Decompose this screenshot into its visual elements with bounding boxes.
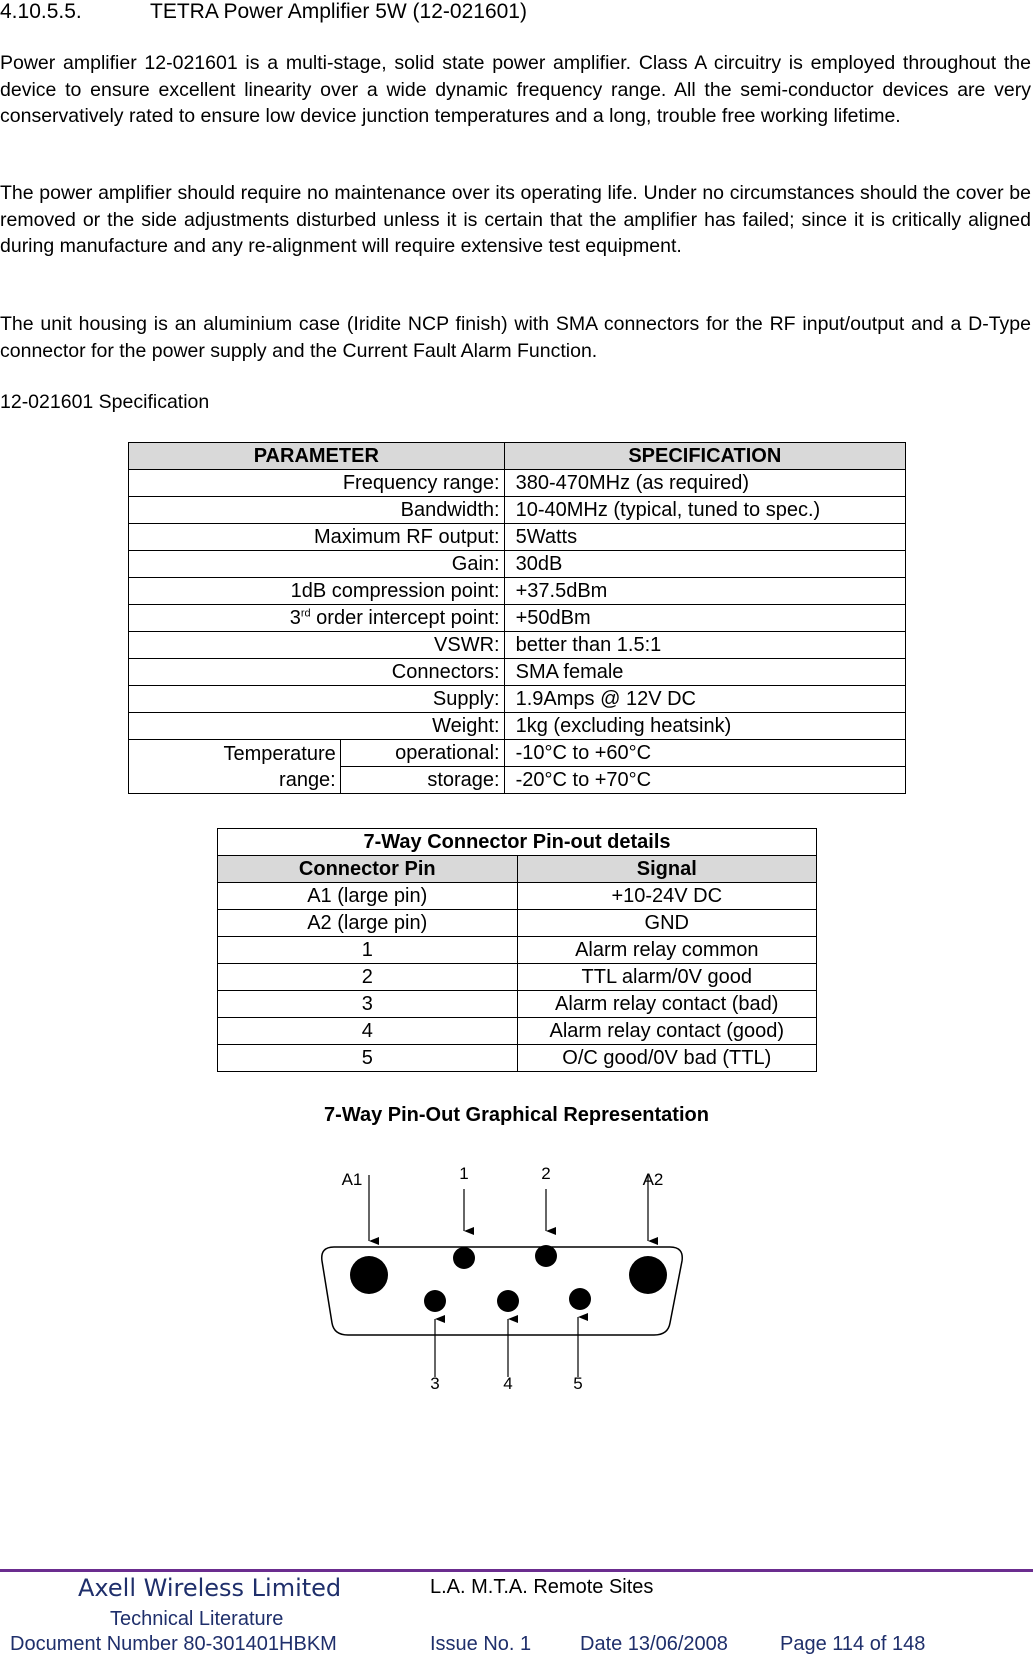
pin-1 bbox=[453, 1247, 475, 1269]
pin-table bbox=[217, 828, 817, 1072]
section-title: TETRA Power Amplifier 5W (12-021601) bbox=[150, 0, 527, 23]
spec-value: better than 1.5:1 bbox=[504, 632, 905, 659]
signal-cell: GND bbox=[517, 910, 816, 937]
connector-pinout-diagram bbox=[320, 1155, 700, 1395]
table-row bbox=[129, 605, 906, 632]
pin-cell: 1 bbox=[218, 937, 518, 964]
spec-header-specification: SPECIFICATION bbox=[504, 443, 905, 470]
paragraph-maintenance: The power amplifier should require no maintenance over its operating life. Under no circumstances should the cover be removed or the side adjustments disturbed unless it is certain that the amplifier has failed; since it is critically aligned during manufacture and any re-alignment will require extensive test equipment. bbox=[0, 182, 1031, 257]
label-pin-1: 1 bbox=[459, 1164, 469, 1183]
pin-a2 bbox=[629, 1256, 667, 1294]
spec-value: 1.9Amps @ 12V DC bbox=[504, 686, 905, 713]
paragraph-housing: The unit housing is an aluminium case (Iridite NCP finish) with SMA connectors for the RF input/output and a D-Type connector for the power supply and the Current Fault Alarm Function. bbox=[0, 313, 1031, 362]
pin-header-signal: Signal bbox=[517, 856, 816, 883]
pin-cell: 4 bbox=[218, 1018, 518, 1045]
pin-2 bbox=[535, 1245, 557, 1267]
temperature-label-line1: Temperature bbox=[223, 742, 336, 765]
spec-param: Gain: bbox=[129, 551, 505, 578]
pin-cell: A2 (large pin) bbox=[218, 910, 518, 937]
section-heading bbox=[0, 0, 527, 24]
footer-divider bbox=[0, 1569, 1033, 1572]
spec-param-prefix: 3 bbox=[289, 607, 301, 629]
spec-param-rest: order intercept point: bbox=[310, 607, 500, 629]
pin-cell: 2 bbox=[218, 964, 518, 991]
spec-param: Connectors: bbox=[129, 659, 505, 686]
spec-param: VSWR: bbox=[129, 632, 505, 659]
spec-param-sup: rd bbox=[300, 607, 311, 620]
table-row bbox=[218, 937, 817, 964]
storage-label: storage: bbox=[340, 767, 504, 794]
table-row bbox=[129, 659, 906, 686]
pin-header-row bbox=[218, 856, 817, 883]
footer-issue: Issue No. 1 bbox=[430, 1633, 532, 1655]
signal-cell: +10-24V DC bbox=[517, 883, 816, 910]
spec-param: Frequency range: bbox=[129, 470, 505, 497]
paragraph-intro: Power amplifier 12-021601 is a multi-stage, solid state power amplifier. Class A circuitry is employed throughout the device to ensure excellent linearity over a wide dynamic frequency range. All the semi-conductor devices are very conservatively rated to ensure low device junction temperatures and a long, trouble free working lifetime. bbox=[0, 52, 1031, 127]
spec-header-row bbox=[129, 443, 906, 470]
spec-value: +50dBm bbox=[504, 605, 905, 632]
spec-value: SMA female bbox=[504, 659, 905, 686]
spec-param: Maximum RF output: bbox=[129, 524, 505, 551]
operational-label: operational: bbox=[340, 740, 504, 767]
spec-param: Weight: bbox=[129, 713, 505, 740]
signal-cell: TTL alarm/0V good bbox=[517, 964, 816, 991]
pin-a1 bbox=[350, 1256, 388, 1294]
spec-value: 5Watts bbox=[504, 524, 905, 551]
pin-table-caption: 7-Way Connector Pin-out details bbox=[218, 829, 817, 856]
label-pin-2: 2 bbox=[541, 1164, 551, 1183]
label-pin-5: 5 bbox=[573, 1374, 583, 1393]
table-row bbox=[218, 910, 817, 937]
section-number: 4.10.5.5. bbox=[0, 0, 82, 23]
table-row bbox=[129, 524, 906, 551]
signal-cell: Alarm relay common bbox=[517, 937, 816, 964]
spec-value: 10-40MHz (typical, tuned to spec.) bbox=[504, 497, 905, 524]
table-row bbox=[129, 551, 906, 578]
spec-param bbox=[129, 605, 505, 632]
spec-value: 380-470MHz (as required) bbox=[504, 470, 905, 497]
footer-document-number: Document Number 80-301401HBKM bbox=[10, 1633, 337, 1655]
storage-value: -20°C to +70°C bbox=[504, 767, 905, 794]
table-row bbox=[129, 578, 906, 605]
table-row bbox=[129, 713, 906, 740]
signal-cell: O/C good/0V bad (TTL) bbox=[517, 1045, 816, 1072]
temperature-label bbox=[129, 740, 341, 794]
pin-4 bbox=[497, 1290, 519, 1312]
label-pin-4: 4 bbox=[503, 1374, 513, 1393]
company-name: Axell Wireless Limited bbox=[78, 1574, 342, 1602]
pin-3 bbox=[424, 1290, 446, 1312]
table-row bbox=[218, 1045, 817, 1072]
footer-site: L.A. M.T.A. Remote Sites bbox=[430, 1576, 654, 1598]
signal-cell: Alarm relay contact (good) bbox=[517, 1018, 816, 1045]
pin-cell: 5 bbox=[218, 1045, 518, 1072]
label-pin-3: 3 bbox=[430, 1374, 440, 1393]
spec-label: 12-021601 Specification bbox=[0, 391, 210, 413]
footer-page: Page 114 of 148 bbox=[780, 1633, 926, 1655]
operational-value: -10°C to +60°C bbox=[504, 740, 905, 767]
table-row bbox=[218, 964, 817, 991]
label-a1: A1 bbox=[341, 1170, 363, 1189]
signal-cell: Alarm relay contact (bad) bbox=[517, 991, 816, 1018]
footer-date: Date 13/06/2008 bbox=[580, 1633, 728, 1655]
table-row bbox=[129, 497, 906, 524]
table-row bbox=[218, 991, 817, 1018]
spec-param: Bandwidth: bbox=[129, 497, 505, 524]
table-row bbox=[129, 686, 906, 713]
spec-table bbox=[128, 442, 906, 794]
graphic-title: 7-Way Pin-Out Graphical Representation bbox=[324, 1104, 709, 1126]
pin-5 bbox=[569, 1288, 591, 1310]
temperature-label-line2: range: bbox=[279, 768, 336, 791]
spec-header-parameter: PARAMETER bbox=[129, 443, 505, 470]
spec-value: 30dB bbox=[504, 551, 905, 578]
footer-subtitle: Technical Literature bbox=[110, 1608, 284, 1630]
table-row bbox=[129, 470, 906, 497]
label-a2: A2 bbox=[642, 1170, 664, 1189]
pin-cell: 3 bbox=[218, 991, 518, 1018]
table-row bbox=[218, 883, 817, 910]
spec-param: Supply: bbox=[129, 686, 505, 713]
spec-param: 1dB compression point: bbox=[129, 578, 505, 605]
table-row bbox=[218, 1018, 817, 1045]
spec-value: 1kg (excluding heatsink) bbox=[504, 713, 905, 740]
table-row bbox=[129, 740, 906, 767]
spec-value: +37.5dBm bbox=[504, 578, 905, 605]
pin-cell: A1 (large pin) bbox=[218, 883, 518, 910]
table-row bbox=[129, 632, 906, 659]
pin-header-pin: Connector Pin bbox=[218, 856, 518, 883]
pin-caption-row bbox=[218, 829, 817, 856]
